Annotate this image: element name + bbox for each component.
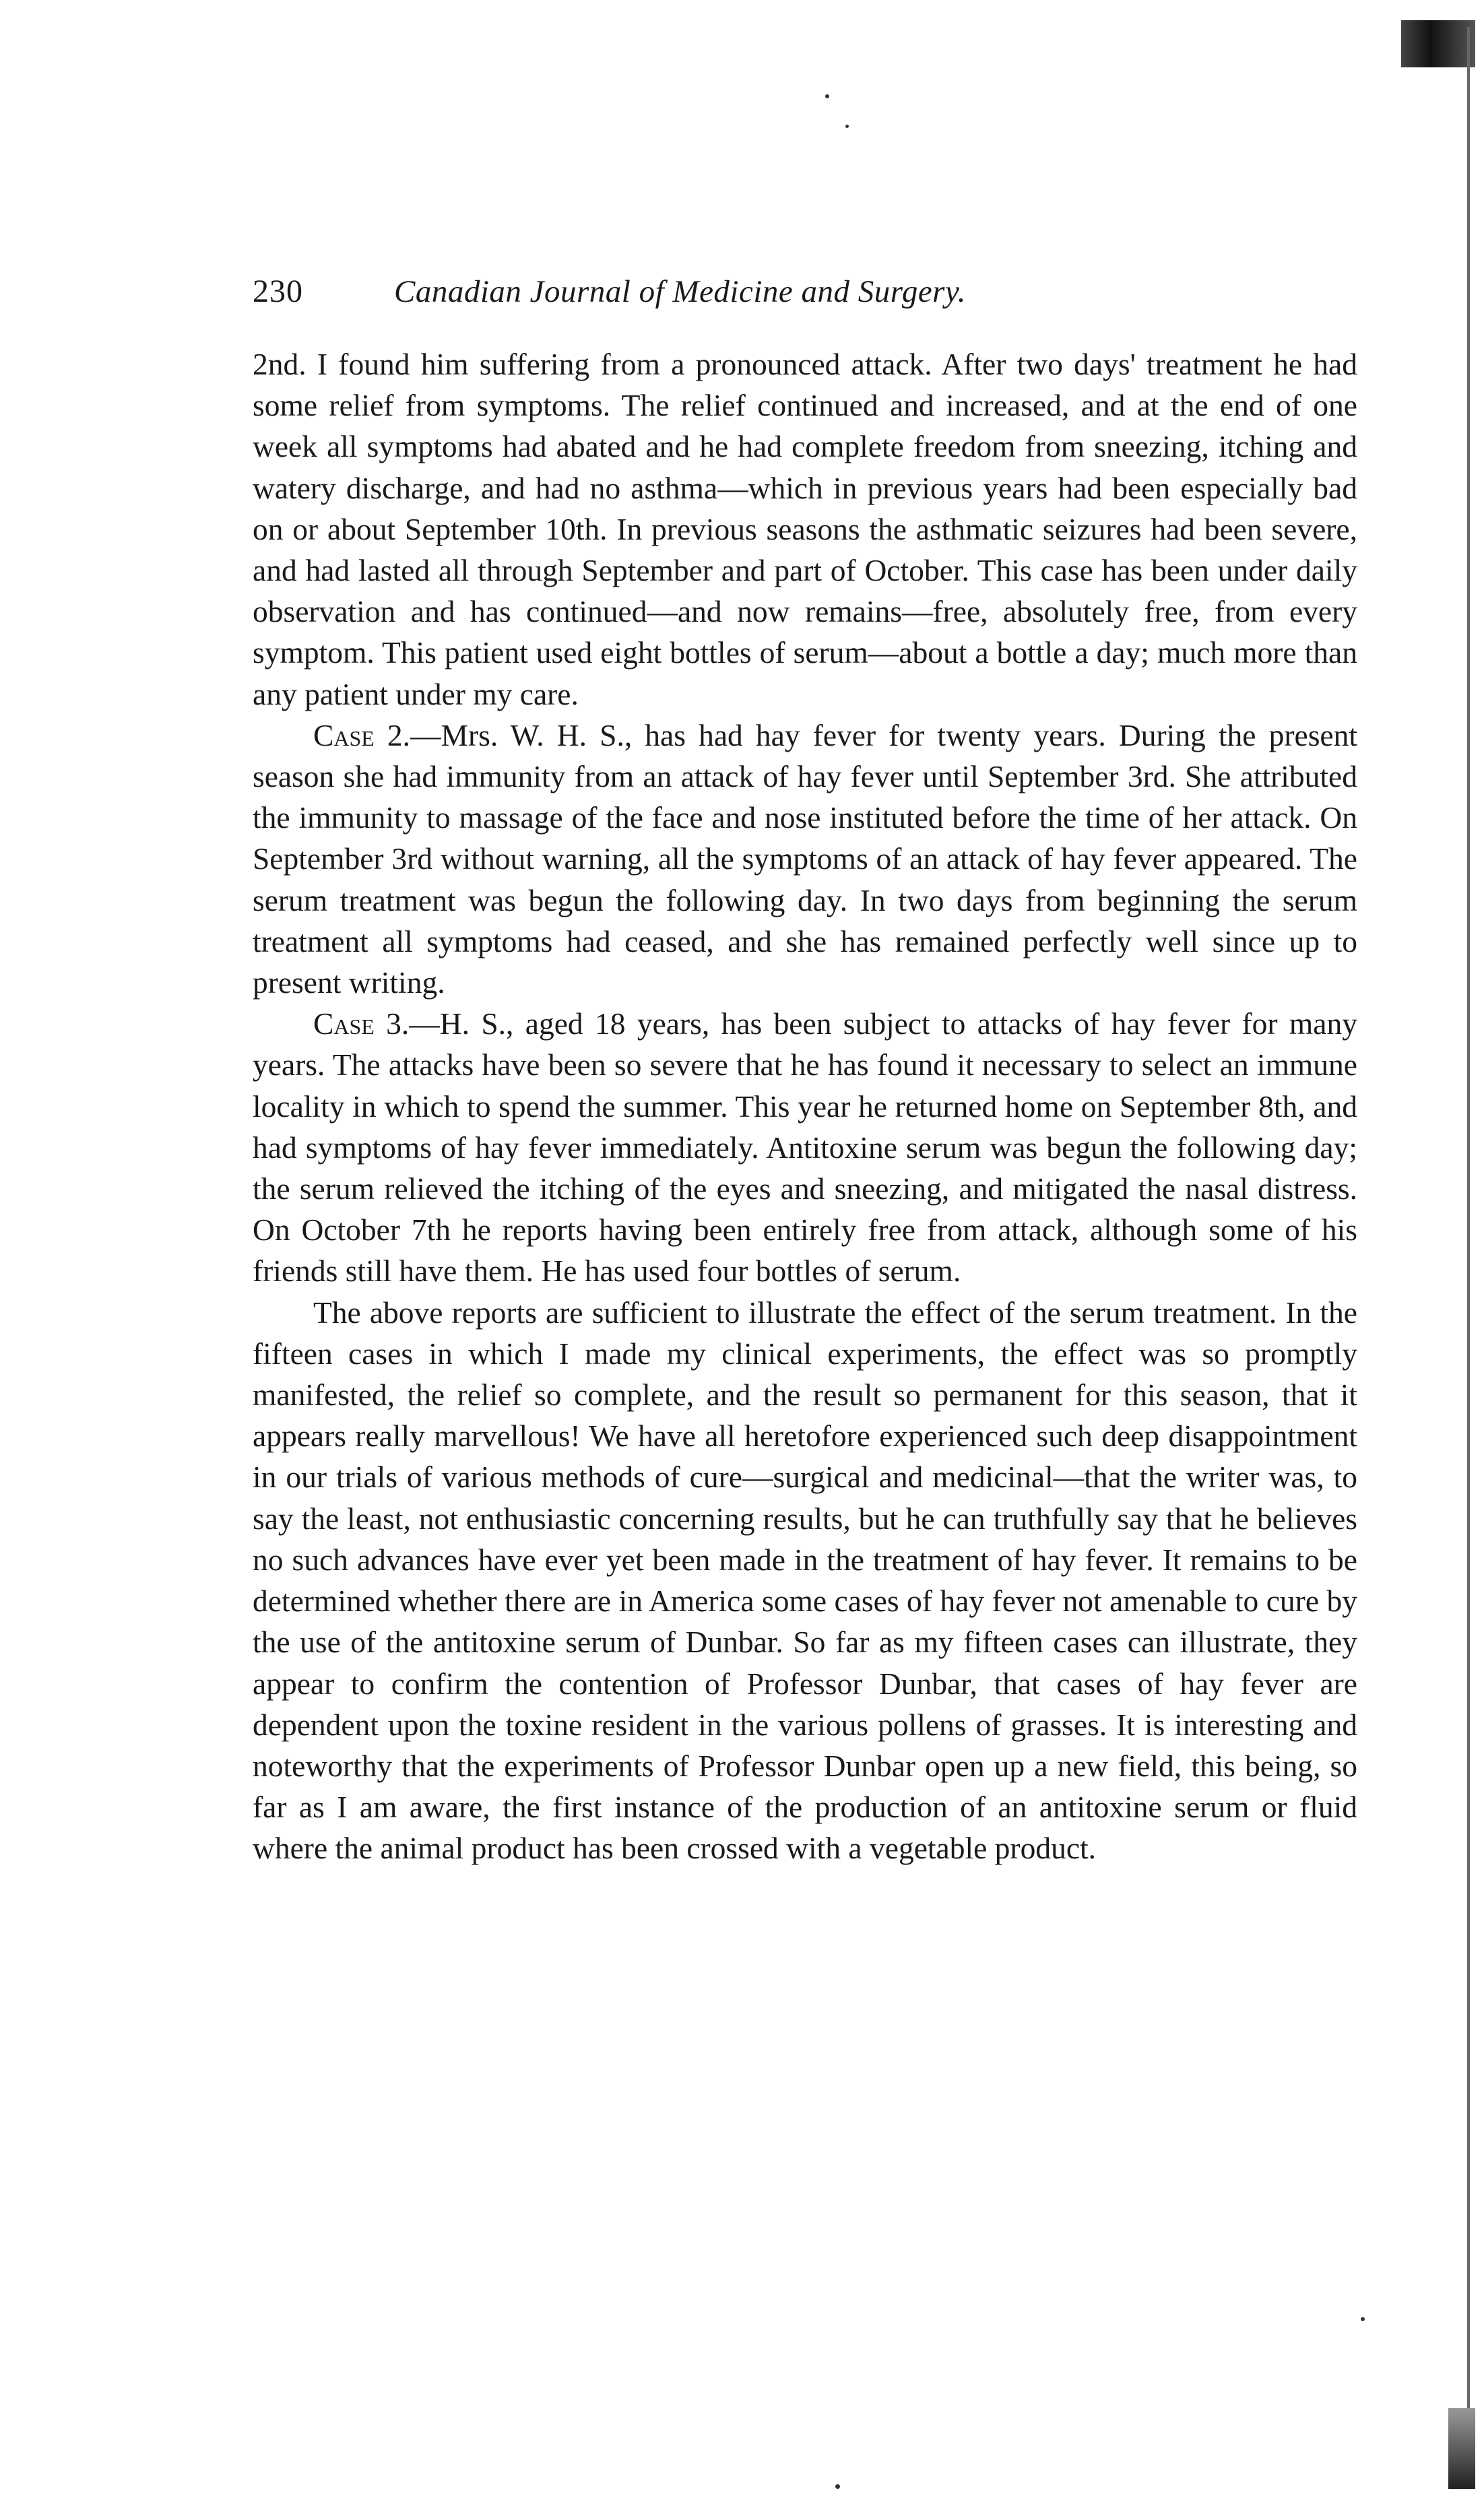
scan-edge-mark-top <box>1401 20 1475 67</box>
paragraph-case-1-continued <box>253 344 1357 715</box>
paragraph-text: —Mrs. W. H. S., has had hay fever for twenty years. During the present season she had immunity from an attack of hay fever until September 3rd. She attributed the immunity to massage of the face and nose instituted before the time of her attack. On September 3rd without warning, all the symptoms of an attack of hay fever appeared. The serum treatment was begun the following day. In two days from beginning the serum treatment all symptoms had ceased, and she has remained perfectly well since up to present writing. <box>253 717 1357 1000</box>
paragraph-case-2 <box>253 715 1357 1003</box>
scan-speck <box>1361 2317 1365 2321</box>
paragraph-case-3 <box>253 1003 1357 1291</box>
scan-edge-line-right <box>1467 27 1470 2479</box>
scan-edge-mark-bottom <box>1448 2408 1475 2489</box>
scan-speck <box>835 2484 840 2489</box>
case-label: Case 3. <box>313 1006 410 1041</box>
article-body <box>253 344 1357 1869</box>
scan-speck <box>845 125 849 128</box>
case-label: Case 2. <box>313 717 411 752</box>
paragraph-text: 2nd. I found him suffering from a pronounced attack. After two days' treatment he had some relief from symptoms. The relief continued and increased, and at the end of one week all symptoms had abated and he had complete freedom from sneezing, itching and watery discharge, and had no asthma—which in previous years had been especially bad on or about September 10th. In previous seasons the asthmatic seizures had been severe, and had lasted all through September and part of October. This case has been under daily observation and has continued—and now remains—free, absolutely free, from every symptom. This patient used eight bottles of serum—about a bottle a day; much more than any patient under my care. <box>253 347 1357 711</box>
page-header <box>253 273 1357 327</box>
scan-speck <box>825 94 829 98</box>
paragraph-conclusion <box>253 1292 1357 1869</box>
paragraph-text: The above reports are sufficient to illustrate the effect of the serum treatment. In the fifteen cases in which I made my clinical experiments, the effect was so promptly manifested, the relief so complete, and the result so permanent for this season, that it appears really marvellous! We have all heretofore experienced such deep disappointment in our trials of various methods of cure—surgical and medicinal—that the writer was, to say the least, not enthusiastic concerning results, but he can truthfully say that he believes no such advances have ever yet been made in the treatment of hay fever. It remains to be determined whether there are in America some cases of hay fever not amenable to cure by the use of the antitoxine serum of Dunbar. So far as my fifteen cases can illustrate, they appear to confirm the contention of Professor Dunbar, that cases of hay fever are dependent upon the toxine resident in the various pollens of grasses. It is interesting and noteworthy that the experiments of Professor Dunbar open up a new field, this being, so far as I am aware, the first instance of the production of an antitoxine serum or fluid where the animal product has been crossed with a vegetable product. <box>253 1295 1357 1866</box>
page-number: 230 <box>253 273 303 309</box>
paragraph-text: —H. S., aged 18 years, has been subject to attacks of hay fever for many years. The attacks have been so severe that he has found it necessary to select an immune locality in which to spend the summer. This year he returned home on September 8th, and had symptoms of hay fever immediately. Antitoxine serum was begun the following day; the serum relieved the itching of the eyes and sneezing, and mitigated the nasal distress. On October 7th he reports having been entirely free from attack, although some of his friends still have them. He has used four bottles of serum. <box>253 1006 1357 1289</box>
running-title: Canadian Journal of Medicine and Surgery. <box>394 274 966 309</box>
